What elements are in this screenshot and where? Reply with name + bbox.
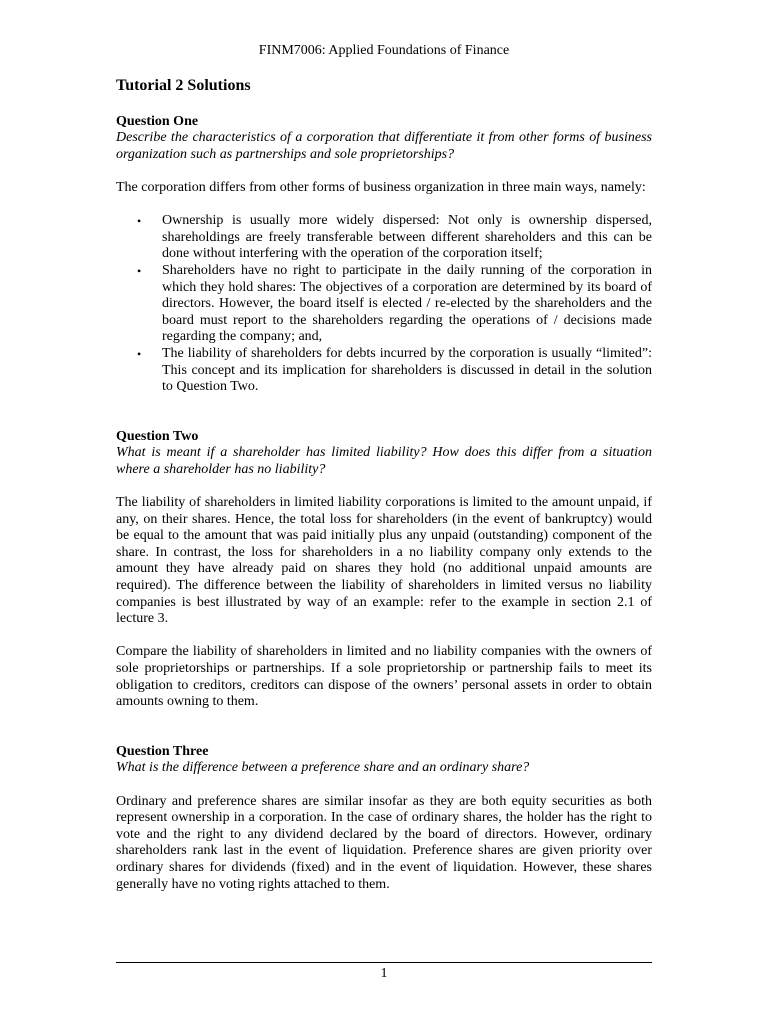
bullet-icon: • bbox=[137, 346, 142, 361]
question-one-bullet-list bbox=[116, 213, 652, 396]
question-one-intro: The corporation differs from other forms of business organization in three main ways, namely: bbox=[116, 179, 646, 195]
bullet-icon: • bbox=[137, 214, 142, 229]
document-body bbox=[116, 78, 652, 893]
question-three-paragraph-1: Ordinary and preference shares are similar insofar as they are both equity securities as both represent ownership in a corporation. In the case of ordinary shares, the holder has the right to vote and the right to any dividend declared by the board of directors. However, ordinary shareholders rank last in the event of liquidation. Preference shares are given priority over ordinary shares for dividends (fixed) and in the event of liquidation. However, these shares generally have no voting rights attached to them. bbox=[116, 793, 652, 892]
question-two-paragraph-2: Compare the liability of shareholders in limited and no liability companies with the owners of sole proprietorships or partnerships. If a sole proprietorship or partnership fails to meet its obligation to creditors, creditors can dispose of the owners’ personal assets in order to obtain amounts owning to them. bbox=[116, 644, 652, 710]
page-title: Tutorial 2 Solutions bbox=[116, 77, 251, 94]
running-header: FINM7006: Applied Foundations of Finance bbox=[258, 43, 510, 58]
list-item bbox=[116, 346, 652, 396]
question-three-prompt: What is the difference between a preference share and an ordinary share? bbox=[116, 760, 530, 776]
page-number: 1 bbox=[380, 966, 388, 981]
question-three-section bbox=[116, 744, 652, 893]
list-item-text: The liability of shareholders for debts incurred by the corporation is usually “limited”: This concept and its implication for shareholders is discussed in detail in the solution to Question Two. bbox=[162, 345, 652, 395]
question-one-prompt: Describe the characteristics of a corporation that differentiate it from other forms of business organization such as partnerships and sole proprietorships? bbox=[116, 130, 652, 162]
question-three-heading: Question Three bbox=[116, 743, 209, 759]
question-one-heading: Question One bbox=[116, 113, 199, 129]
question-two-section bbox=[116, 429, 652, 711]
list-item-text: Shareholders have no right to participate in the daily running of the corporation in which they hold shares: The objectives of a corporation are determined by its board of directors. However, the board itself is elected / re-elected by the shareholders and the board must report to the shareholders regarding the operations of / decisions made regarding the company; and, bbox=[162, 262, 652, 345]
question-two-prompt: What is meant if a shareholder has limited liability? How does this differ from a situation where a shareholder has no liability? bbox=[116, 445, 652, 477]
question-one-section bbox=[116, 114, 652, 396]
bullet-icon: • bbox=[137, 263, 142, 278]
list-item-text: Ownership is usually more widely dispersed: Not only is ownership dispersed, shareholdings are freely transferable between different shareholders and this can be done without interfering with the operation of the corporation itself; bbox=[162, 213, 652, 262]
footer-divider bbox=[116, 962, 652, 963]
list-item bbox=[116, 213, 652, 263]
list-item bbox=[116, 263, 652, 346]
question-two-heading: Question Two bbox=[116, 428, 199, 444]
question-two-paragraph-1: The liability of shareholders in limited liability corporations is limited to the amount unpaid, if any, on their shares. Hence, the total loss for shareholders (in the event of bankruptcy) would be equal to the amount that was paid initially plus any unpaid (outstanding) component of the share. In contrast, the loss for shareholders in a no liability company only extends to the amount they have already paid on shares they hold (no additional unpaid amounts are required). The difference between the liability of shareholders in limited versus no liability companies is best illustrated by way of an example: refer to the example in section 2.1 of lecture 3. bbox=[116, 495, 652, 627]
